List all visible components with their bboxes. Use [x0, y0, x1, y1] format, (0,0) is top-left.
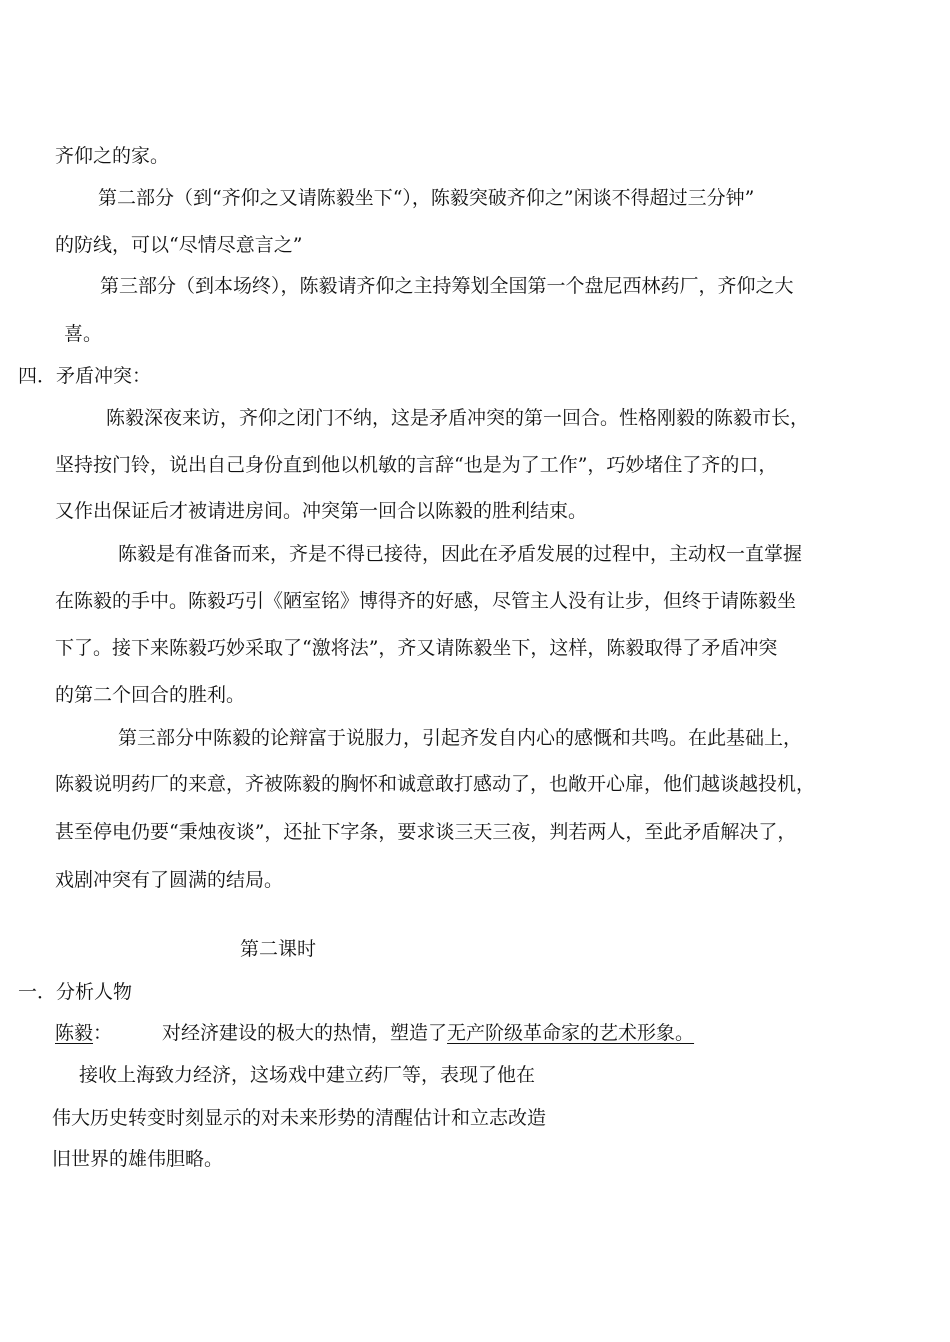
s4-p3-line4: 戏剧冲突有了圆满的结局。 — [55, 869, 284, 891]
part2-line1: 第二部分（到“齐仰之又请陈毅坐下“），陈毅突破齐仰之”闲谈不得超过三分钟” — [98, 187, 755, 209]
s4-p3-line1: 第三部分中陈毅的论辩富于说服力，引起齐发自内心的感慨和共鸣。在此基础上， — [118, 727, 803, 749]
s4-p1-line1: 陈毅深夜来访，齐仰之闭门不纳，这是矛盾冲突的第一回合。性格刚毅的陈毅市长， — [106, 407, 810, 429]
s4-p2-line3: 下了。接下来陈毅巧妙采取了“激将法”，齐又请陈毅坐下，这样，陈毅取得了矛盾冲突 — [55, 637, 778, 659]
lesson2-title: 第二课时 — [240, 938, 317, 960]
s4-p3-line3: 甚至停电仍要“秉烛夜谈”，还扯下字条，要求谈三天三夜，判若两人，至此矛盾解决了， — [55, 821, 797, 843]
s4-p2-line1: 陈毅是有准备而来，齐是不得已接待，因此在矛盾发展的过程中，主动权一直掌握 — [118, 543, 803, 565]
part3-line1: 第三部分（到本场终），陈毅请齐仰之主持筹划全国第一个盘尼西林药厂，齐仰之大 — [100, 275, 794, 297]
character-name: 陈毅 — [55, 1022, 94, 1044]
part3-line2: 喜。 — [64, 323, 103, 345]
s4-p2-line4: 的第二个回合的胜利。 — [55, 684, 246, 706]
section1-heading: 一．分析人物 — [18, 981, 133, 1003]
character-entry — [55, 1021, 694, 1045]
character-desc-underlined: 无产阶级革命家的艺术形象。 — [447, 1022, 695, 1044]
character-colon: ： — [93, 1022, 113, 1044]
section4-heading: 四．矛盾冲突： — [18, 365, 152, 387]
s1-line1: 接收上海致力经济，这场戏中建立药厂等，表现了他在 — [79, 1064, 536, 1086]
s1-line3: 旧世界的雄伟胆略。 — [52, 1148, 224, 1170]
s4-p2-line2: 在陈毅的手中。陈毅巧引《陋室铭》博得齐的好感，尽管主人没有让步，但终于请陈毅坐 — [55, 590, 797, 612]
part1-end-text: 齐仰之的家。 — [55, 145, 170, 167]
s1-line2: 伟大历史转变时刻显示的对未来形势的清醒估计和立志改造 — [52, 1107, 547, 1129]
s4-p3-line2: 陈毅说明药厂的来意，齐被陈毅的胸怀和诚意敢打感动了，也敞开心扉，他们越谈越投机， — [55, 773, 816, 795]
s4-p1-line3: 又作出保证后才被请进房间。冲突第一回合以陈毅的胜利结束。 — [55, 500, 588, 522]
part2-line2: 的防线，可以“尽情尽意言之” — [55, 234, 303, 256]
s4-p1-line2: 坚持按门铃，说出自己身份直到他以机敏的言辞“也是为了工作”，巧妙堵住了齐的口， — [55, 454, 778, 476]
character-desc-prefix: 对经济建设的极大的热情，塑造了 — [162, 1022, 448, 1044]
